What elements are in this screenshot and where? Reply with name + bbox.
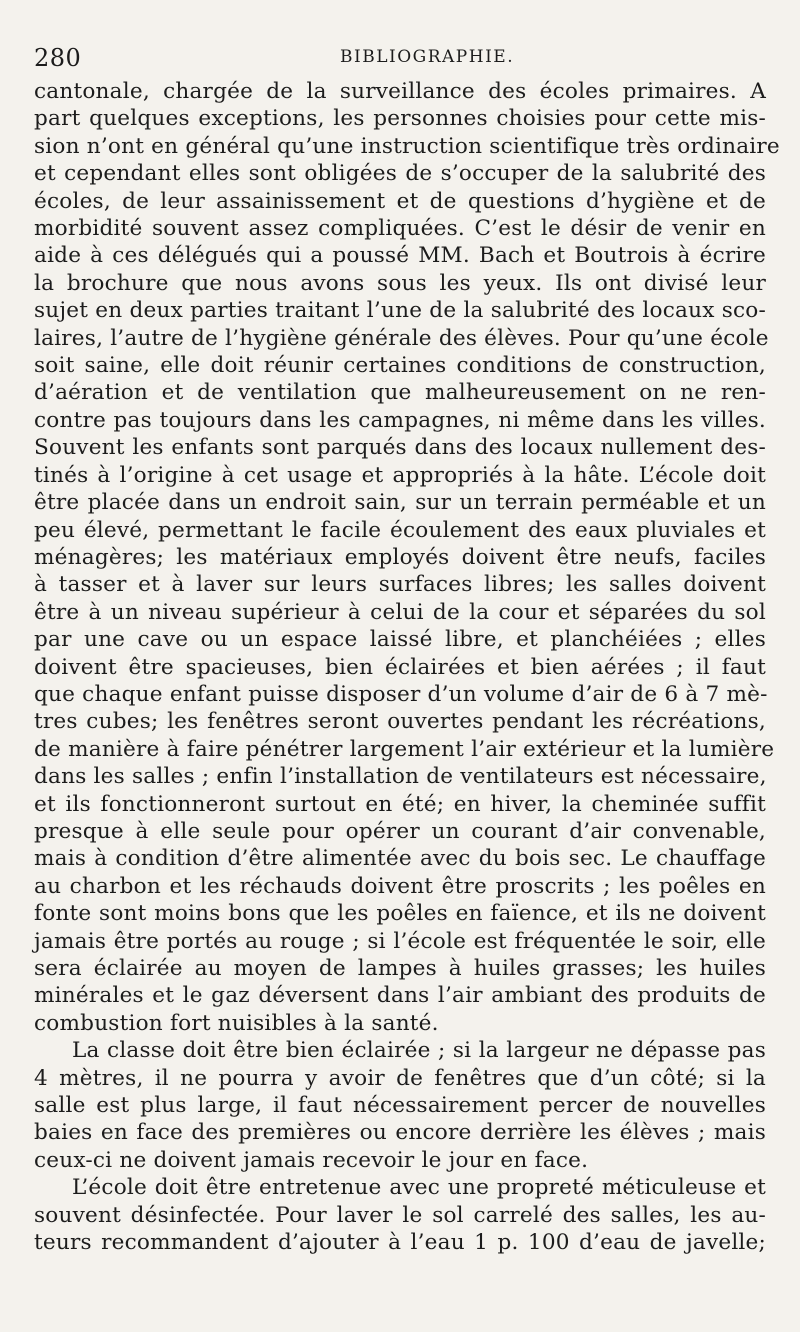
text-line: et ils fonctionneront surtout en été; en hiver, la cheminée suffit [34, 791, 766, 817]
text-line: la brochure que nous avons sous les yeux. Ils ont divisé leur [34, 270, 766, 296]
text-line: tinés à l’origine à cet usage et appropriés à la hâte. L’école doit [34, 462, 766, 488]
paragraph-end-line: combustion fort nuisibles à la santé. [34, 1010, 439, 1036]
text-line: mais à condition d’être alimentée avec du bois sec. Le chauffage [34, 846, 766, 872]
text-line: par une cave ou un espace laissé libre, et planchéiées ; elles [34, 627, 766, 653]
text-line: aide à ces délégués qui a poussé MM. Bach et Boutrois à écrire [34, 243, 766, 269]
text-line: contre pas toujours dans les campagnes, ni même dans les villes. [34, 407, 766, 433]
text-line: sion n’ont en général qu’une instruction scientifique très ordinaire [34, 133, 780, 159]
text-line: que chaque enfant puisse disposer d’un volume d’air de 6 à 7 mè- [34, 681, 768, 707]
text-line: à tasser et à laver sur leurs surfaces libres; les salles doivent [34, 572, 766, 598]
text-line: ménagères; les matériaux employés doivent être neufs, faciles [34, 544, 766, 570]
text-line: jamais être portés au rouge ; si l’école est fréquentée le soir, elle [34, 928, 766, 954]
text-line: peu élevé, permettant le facile écoulement des eaux pluviales et [34, 517, 766, 543]
text-line: soit saine, elle doit réunir certaines conditions de construction, [34, 353, 766, 379]
text-line: doivent être spacieuses, bien éclairées et bien aérées ; il faut [34, 654, 766, 680]
text-line: 4 mètres, il ne pourra y avoir de fenêtres que d’un côté; si la [34, 1065, 766, 1091]
text-line: salle est plus large, il faut nécessairement percer de nouvelles [34, 1093, 766, 1119]
text-line: dans les salles ; enfin l’installation de ventilateurs est nécessaire, [34, 764, 767, 790]
text-line: souvent désinfectée. Pour laver le sol carrelé des salles, les au- [34, 1202, 766, 1228]
text-line: Souvent les enfants sont parqués dans des locaux nullement des- [34, 435, 766, 461]
paragraph-start-line: L’école doit être entretenue avec une propreté méticuleuse et [72, 1175, 766, 1201]
text-line: être placée dans un endroit sain, sur un terrain perméable et un [34, 490, 766, 516]
page-number: 280 [34, 44, 82, 72]
text-line: tres cubes; les fenêtres seront ouvertes pendant les récréations, [34, 709, 766, 735]
text-line: morbidité souvent assez compliquées. C’est le désir de venir en [34, 216, 766, 242]
text-line: de manière à faire pénétrer largement l’air extérieur et la lumière [34, 736, 775, 762]
text-line: écoles, de leur assainissement et de questions d’hygiène et de [34, 188, 766, 214]
text-line: laires, l’autre de l’hygiène générale des élèves. Pour qu’une école [34, 325, 769, 351]
text-line: presque à elle seule pour opérer un courant d’air convenable, [34, 818, 766, 844]
body-text [34, 78, 780, 1256]
text-line: baies en face des premières ou encore derrière les élèves ; mais [34, 1120, 766, 1146]
text-line: d’aération et de ventilation que malheureusement on ne ren- [34, 380, 766, 406]
text-line: au charbon et les réchauds doivent être proscrits ; les poêles en [34, 873, 766, 899]
text-line: part quelques exceptions, les personnes choisies pour cette mis- [34, 106, 766, 132]
running-title: BIBLIOGRAPHIE. [340, 47, 515, 67]
paragraph-start-line: La classe doit être bien éclairée ; si la largeur ne dépasse pas [72, 1038, 766, 1064]
text-line: être à un niveau supérieur à celui de la cour et séparées du sol [34, 599, 766, 625]
text-line: sera éclairée au moyen de lampes à huiles grasses; les huiles [34, 956, 766, 981]
text-line: cantonale, chargée de la surveillance des écoles primaires. A [34, 79, 766, 104]
paragraph-end-line: ceux-ci ne doivent jamais recevoir le jour en face. [34, 1147, 589, 1173]
page-header [32, 38, 768, 74]
text-line: sujet en deux parties traitant l’une de la salubrité des locaux sco- [34, 298, 766, 324]
text-line: teurs recommandent d’ajouter à l’eau 1 p. 100 d’eau de javelle; [34, 1230, 766, 1256]
text-line: minérales et le gaz déversent dans l’air ambiant des produits de [34, 983, 766, 1009]
text-line: et cependant elles sont obligées de s’occuper de la salubrité des [34, 161, 766, 187]
text-line: fonte sont moins bons que les poêles en faïence, et ils ne doivent [34, 901, 766, 927]
